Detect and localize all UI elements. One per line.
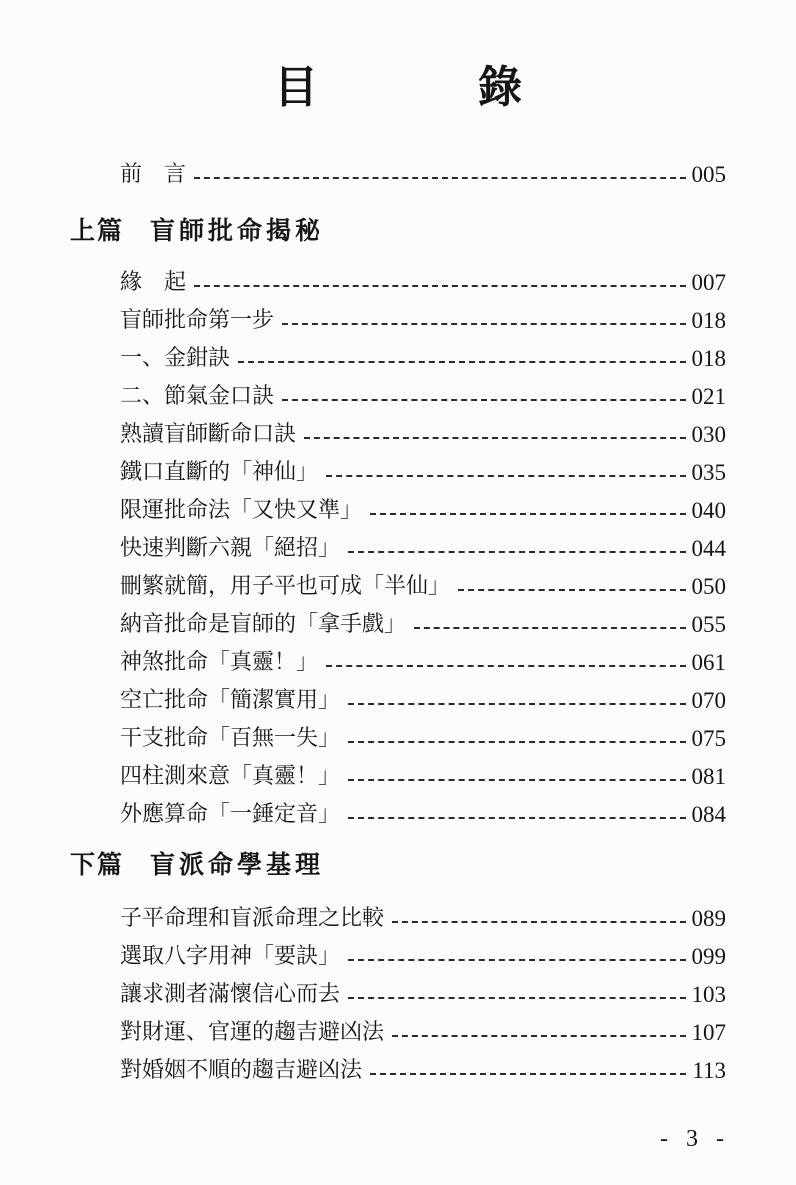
toc-entry-page: 103 bbox=[691, 982, 726, 1007]
toc-entry-page: 070 bbox=[691, 688, 726, 713]
toc-entry-label: 一、金鉗訣 bbox=[120, 346, 231, 371]
toc-entry[interactable] bbox=[120, 602, 726, 636]
toc-entry-page: 084 bbox=[691, 802, 726, 827]
toc-entry-page: 055 bbox=[691, 612, 726, 637]
dotted-leader bbox=[238, 361, 685, 363]
toc-entry-page: 044 bbox=[691, 536, 726, 561]
section-heading-part-1 bbox=[70, 218, 324, 243]
toc-entry[interactable] bbox=[120, 1048, 726, 1082]
toc-entry[interactable] bbox=[120, 450, 726, 484]
toc-entry[interactable] bbox=[120, 260, 726, 294]
toc-entry-label: 限運批命法「又快又準」 bbox=[120, 498, 363, 523]
toc-entry-page: 035 bbox=[691, 460, 726, 485]
toc-entry-page: 099 bbox=[691, 944, 726, 969]
toc-entry-label: 熟讀盲師斷命口訣 bbox=[120, 422, 297, 447]
dotted-leader bbox=[348, 741, 685, 743]
section-part-label: 下篇 bbox=[70, 850, 125, 879]
toc-entry-label: 子平命理和盲派命理之比較 bbox=[120, 906, 385, 931]
dotted-leader bbox=[194, 177, 685, 179]
dotted-leader bbox=[458, 589, 685, 591]
toc-entry[interactable] bbox=[120, 564, 726, 598]
toc-entry-page: 113 bbox=[692, 1058, 726, 1083]
toc-entry-label: 鐵口直斷的「神仙」 bbox=[120, 460, 319, 485]
dotted-leader bbox=[282, 323, 685, 325]
dotted-leader bbox=[414, 627, 685, 629]
dotted-leader bbox=[392, 1035, 685, 1037]
toc-entry[interactable] bbox=[120, 1010, 726, 1044]
toc-entry-page: 075 bbox=[691, 726, 726, 751]
toc-entry-page: 030 bbox=[691, 422, 726, 447]
toc-entry-label: 緣 起 bbox=[120, 270, 187, 295]
dotted-leader bbox=[370, 513, 685, 515]
toc-entry-page: 089 bbox=[691, 906, 726, 931]
toc-entry-page: 005 bbox=[691, 162, 726, 187]
toc-entry-page: 081 bbox=[691, 764, 726, 789]
dotted-leader bbox=[326, 475, 685, 477]
toc-entry-label: 對婚姻不順的趨吉避凶法 bbox=[120, 1058, 363, 1083]
toc-entry-preface[interactable] bbox=[120, 152, 726, 186]
toc-entry-label: 快速判斷六親「絕招」 bbox=[120, 536, 341, 561]
toc-entry[interactable] bbox=[120, 640, 726, 674]
dotted-leader bbox=[392, 921, 685, 923]
toc-entry-page: 061 bbox=[691, 650, 726, 675]
toc-entry[interactable] bbox=[120, 526, 726, 560]
dotted-leader bbox=[194, 285, 685, 287]
dotted-leader bbox=[348, 997, 685, 999]
toc-entry[interactable] bbox=[120, 678, 726, 712]
dotted-leader bbox=[304, 437, 685, 439]
toc-entry-page: 040 bbox=[691, 498, 726, 523]
dotted-leader bbox=[348, 703, 685, 705]
dotted-leader bbox=[326, 665, 685, 667]
toc-entry[interactable] bbox=[120, 716, 726, 750]
toc-entry-label: 外應算命「一錘定音」 bbox=[120, 802, 341, 827]
toc-entry-page: 018 bbox=[691, 308, 726, 333]
dotted-leader bbox=[348, 551, 685, 553]
toc-entry-label: 二、節氣金口訣 bbox=[120, 384, 275, 409]
dotted-leader bbox=[348, 779, 685, 781]
toc-entry[interactable] bbox=[120, 336, 726, 370]
page-title: 目 錄 bbox=[274, 62, 580, 113]
toc-entry[interactable] bbox=[120, 972, 726, 1006]
section-name: 盲師批命揭秘 bbox=[150, 216, 325, 245]
toc-entry-label: 前 言 bbox=[120, 162, 187, 187]
toc-entry[interactable] bbox=[120, 934, 726, 968]
toc-entry-page: 050 bbox=[691, 574, 726, 599]
dotted-leader bbox=[370, 1073, 686, 1075]
toc-entry-page: 021 bbox=[691, 384, 726, 409]
toc-entry-label: 干支批命「百無一失」 bbox=[120, 726, 341, 751]
toc-entry[interactable] bbox=[120, 488, 726, 522]
section-name: 盲派命學基理 bbox=[150, 850, 325, 879]
toc-entry[interactable] bbox=[120, 896, 726, 930]
toc-entry-label: 納音批命是盲師的「拿手戲」 bbox=[120, 612, 407, 637]
toc-entry[interactable] bbox=[120, 792, 726, 826]
dotted-leader bbox=[282, 399, 685, 401]
toc-entry[interactable] bbox=[120, 374, 726, 408]
section-heading-part-2 bbox=[70, 852, 324, 877]
toc-entry-label: 四柱測來意「真靈！」 bbox=[120, 764, 341, 789]
toc-entry-page: 018 bbox=[691, 346, 726, 371]
toc-entry-label: 盲師批命第一步 bbox=[120, 308, 275, 333]
toc-entry-label: 神煞批命「真靈！」 bbox=[120, 650, 319, 675]
dotted-leader bbox=[348, 959, 685, 961]
toc-entry-page: 107 bbox=[691, 1020, 726, 1045]
dotted-leader bbox=[348, 817, 685, 819]
toc-entry[interactable] bbox=[120, 412, 726, 446]
toc-entry-page: 007 bbox=[691, 270, 726, 295]
toc-entry[interactable] bbox=[120, 298, 726, 332]
toc-entry-label: 空亡批命「簡潔實用」 bbox=[120, 688, 341, 713]
toc-entry-label: 讓求測者滿懷信心而去 bbox=[120, 982, 341, 1007]
section-part-label: 上篇 bbox=[70, 216, 125, 245]
toc-entry-label: 對財運、官運的趨吉避凶法 bbox=[120, 1020, 385, 1045]
toc-entry-label: 刪繁就簡，用子平也可成「半仙」 bbox=[120, 574, 451, 599]
toc-entry-label: 選取八字用神「要訣」 bbox=[120, 944, 341, 969]
page-number: - 3 - bbox=[660, 1126, 730, 1152]
toc-entry[interactable] bbox=[120, 754, 726, 788]
